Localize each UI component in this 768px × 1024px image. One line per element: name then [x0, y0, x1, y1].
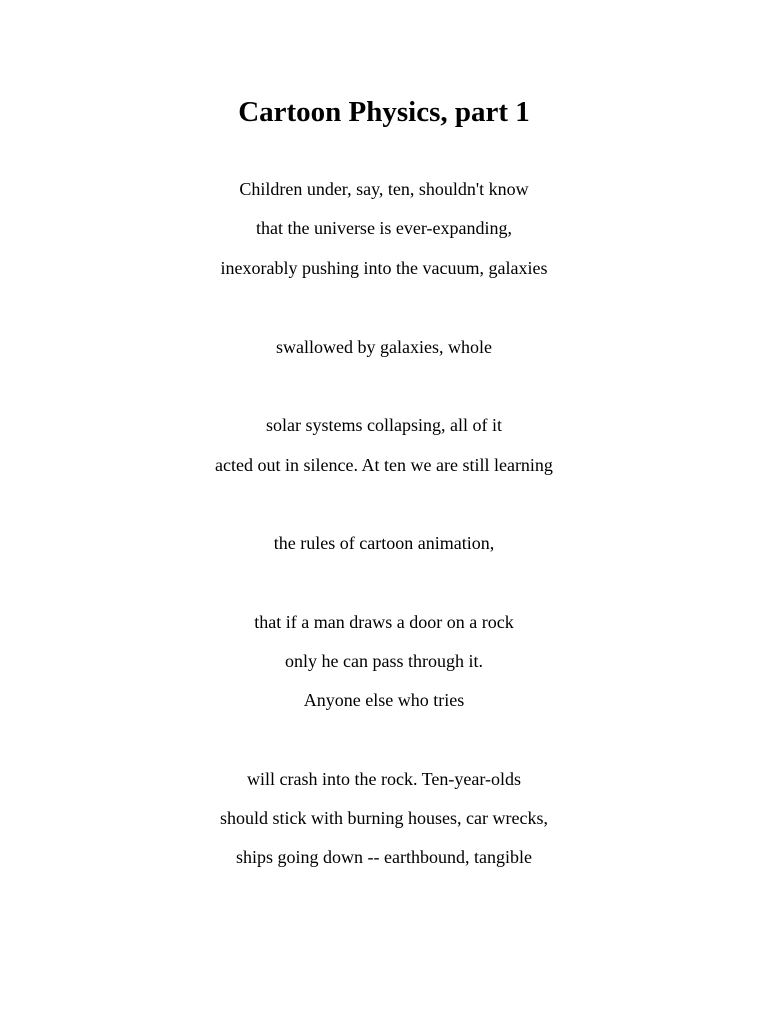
poem-line: that if a man draws a door on a rock — [254, 612, 514, 632]
poem-line: should stick with burning houses, car wrecks, — [220, 808, 548, 828]
poem-line: acted out in silence. At ten we are still learning — [215, 455, 553, 475]
poem-line: that the universe is ever-expanding, — [255, 218, 513, 238]
poem-line: solar systems collapsing, all of it — [266, 415, 502, 435]
poem-line: Children under, say, ten, shouldn't know — [239, 179, 529, 199]
poem-title: Cartoon Physics, part 1 — [238, 96, 530, 128]
poem-line: ships going down -- earthbound, tangible — [236, 847, 532, 867]
poem-line: swallowed by galaxies, whole — [276, 337, 492, 357]
poem-line: the rules of cartoon animation, — [273, 533, 495, 553]
poem-line: inexorably pushing into the vacuum, galaxies — [220, 258, 548, 278]
poem-line: will crash into the rock. Ten-year-olds — [247, 769, 521, 789]
poem-line: only he can pass through it. — [285, 651, 483, 671]
poem-line: Anyone else who tries — [303, 690, 465, 710]
